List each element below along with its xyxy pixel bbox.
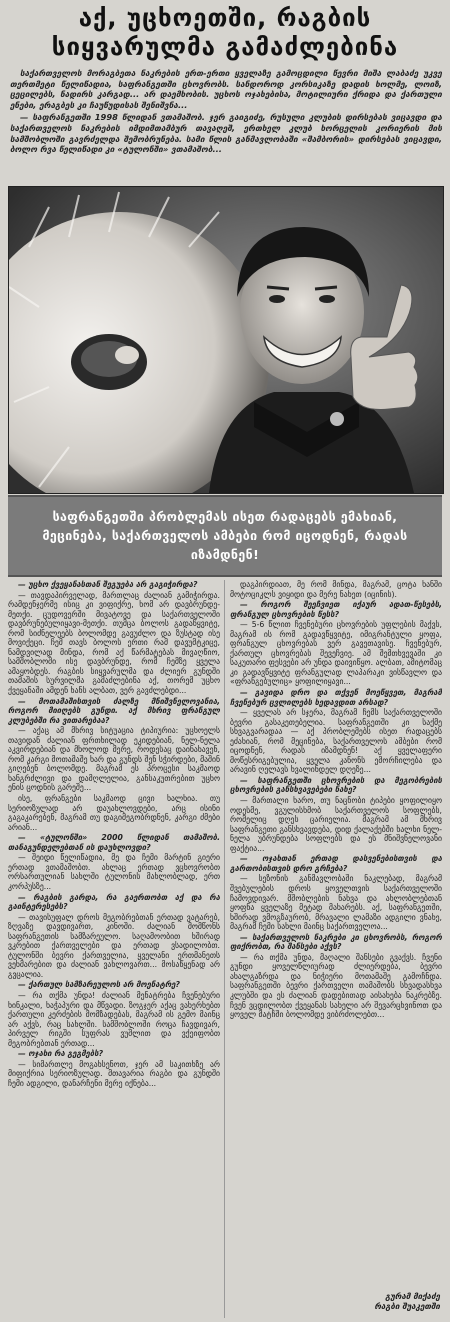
article-headline: აქ, უცხოეთში, რაგბის სიყვარულმა გამაძლებინა: [51, 4, 399, 61]
interview-answer: — რა თქმა უნდა, მაღალი შანსები გვაქვს. ჩვენი გუნდი ყოველწლიურად ძლიერდება, ბევრი ახალგაზრდა და ნიჭიერი მოთამაშე გამოჩნდა. საფრანგეთში ბევრი ქართველი თამაშობს სხვადასხვა კლუბში და ეს ძალიან დადებითად აისახება ნაკრებზე. ჩვენ ვცდილობთ ქვეყანას სახელი არ შევარცხვინოთ და ყოველ მატჩში ბოლომდე ვიბრძოლებთ...: [230, 952, 442, 1020]
interview-question: — მოთამაშისთვის ძალზე მნიშვნელოვანია, როგორ მიიღებს გუნდი. აქ მხრივ ფრანგულ კლუბებში რა ვითარებაა?: [8, 696, 220, 725]
article-photo: [8, 186, 444, 494]
article-lead: [10, 68, 442, 157]
interview-question: — საფრანგეთში ცხოვრების და მეგობრების ცხოვრების განსხვავებები ნახე?: [230, 775, 442, 795]
interview-answer: — 5-6 წლით ჩვენებური ცხოვრების უფლების მაქვს, მაგრამ ის რომ გადავწყვიტე, იმიგრანტული ყოფა, ფრანგულ ცხოვრებას ვერ გავეთავისე. ჩვენებურ, ქართულ ცხოვრებას შევეჩვიე. ამ შემთხვევაში კი საკუთარი ფესვები არ უნდა დაივიწყო. ალბათ, ამიტომაც კი გადავწყვიტე ფრანგულად ლაპარაკი ვისწავლო და «ფრანგებულიც» ყოფილიყავი...: [230, 620, 442, 687]
interview-answer: — მართალი ხარო, თუ ნაცნობი ტიპები ყოფილიყო ოდესმე, ვგულისხმობ საქართველოს სოფლებს, რომელიც დღეს ცარიელია. მაგრამ ამ მხრივ საფრანგეთი განსხვავდება, დიდ ქალაქებში ხალხი ნელ-ნელა უბრუნდება სოფლებს და ეს მნიშვნელოვანი ფაქტია...: [230, 796, 442, 853]
right-column: [230, 580, 442, 1320]
lead-paragraph: საქართველოს მორაგბეთა ნაკრების ერთ-ერთი ყველაზე გამოცდილი წევრი მიშა ლაბაძე უკვე თერთმეტი წელიწადია, საფრანგეთში ცხოვრობს. სანდოროდ კორსიკაზე დადის ხოლმე, ლოიზ, ცეცილებს, ნადირს კარგად... არ დაემხობის. უცხოს ოჯახებისა, მოტილიური ქრიდა და ქართული ენები, ერაგბეს კი ჩაუწუდისას შენიშვნა...: [10, 68, 442, 110]
interview-question: — რაგბის გარდა, რა გაერთობთ აქ და რა გაინტერესებს?: [8, 892, 220, 912]
interview-answer: — სეზონის განმავლობაში ნაკლებად, მაგრამ შვებულების დროს ყოველთვის საქართველოში ჩამოვდივარ. მშობლების ნახვა და ახლობლებთან ყოფნა ყველაზე მეტად მახარებს. აქ, საფრანგეთში, ხშირად ვმოგზაურობ, მრავალი ლამაზი ადგილი ვნახე, მაგრამ ჩემი სახლი მაინც საქართველოა...: [230, 874, 442, 932]
interview-answer: დაგპირდიათ, მე რომ მინდა, მაგრამ, ცოტა ხანში მოტოციკლს ვიყიდი და მერე ნახეთ (იცინის).: [230, 580, 442, 599]
pull-quote-text: საფრანგეთში პრობლემას ისეთ რადაცებს ემახიან, მეცინება, საქართველოს ამბები რომ იცოდნენ, რადას იზამდნენ!: [42, 509, 408, 562]
photo-illustration: [9, 187, 443, 493]
interview-answer: — თავისუფალ დროს მეგობრებთან ერთად ვატარებ, ზღვაზე დავდივართ, კინოში. ძალიან მომწონს საფრანგეთის სამზარეულო. საღამოობით ხშირად ვკრებით ქართველები და ერთად ვსადილობთ. ტულონში ბევრი ქართველია, ყველანი ერთმანეთს ვეხმარებით და ძალიან ვახლოვართ... მოსაწყენად არ გვცალია.: [8, 912, 220, 979]
lead-paragraph: — საფრანგეთში 1998 წლიდან ვთამაშობ. ჯერ გაიგიძე, რუსული კლუბის დირსებას ვიცავდი და საქართველოს ნაკრების იმდიმთამბურ თავაღეშ, ერთხელ კლუბ ხორცელის კორიერის მის სამშობლოში გავრძელდა შემობრუნება. სამი წლის განმავლობაში «შამბორის» დირსებას ვიცავდი, ბოლო რვა წელიწადი კი «ტულონში» ვთამაშობ...: [10, 112, 442, 155]
interview-answer: — თავდაპირველად, მართლაც ძალიან გამიჭირდა. რამდენჯერმე ისიც კი ვიფიქრე, ხომ არ დავბრუნდე-მეთქი. ცუდოვერში მივატოვე და საქართველოში დავბრუნებულიყავი-მეთქი. თუმცა ბოლოს გადაწყვიტე, რომ სიძნელეებს ბოლომდე გავუძლო და ზუსტად ისე მოვიქეცი. ჩემ თავს ბოლოს ერთი რამ დავუმტკიცე, ნამდვილად მინდა, რომ აქ წარმატებას მივაღწიო, სამშობლოში ისე დავბრუნდე, რომ ჩემზე ყველა ამაყობდეს. რაგბის სიყვარულმა და ძლიერ გუნდში თამაშის სურვილმა გამაძლებინა აქ, თორემ უცხო ქვეყანაში ამდენ ხანს ალბათ, ვერ გავძლებდი...: [8, 590, 220, 696]
interview-answer: — შეიდი წელიწადია, მე და ჩემი მარტინ გიერი ერთად ვთამაშობთ. ახლაც ერთად ვცხოვრობთ ორსართულიან სახლში ტულონის მახლობლად, ერთ კორპუსზე...: [8, 853, 220, 891]
article-byline: [320, 1292, 440, 1312]
interview-answer: — აქაც ამ მხრივ სიტუაცია ტიპიურია: უცხოელს თავიდან ძალიან ფრთხილად ეკიდებიან, ნელ-ნელა აკვირდებიან და მხოლოდ მერე, როდესაც დაინახავენ, რომ კარგი მოთამაშე ხარ და გუნდს შენ სჭირდები, მაშინ გიღებენ ბოლომდე. მაგრამ ეს პროცესი საკმაოდ ხანგრძლივი და დამღლელია, განსაკუთრებით უცხო ენის ცოდნის გარეშე...: [8, 726, 220, 793]
column-divider: [224, 580, 225, 1318]
pull-quote-banner: [8, 495, 442, 577]
interview-answer: — რა თქმა უნდა! ძალიან მენატრება ჩვენებური ხინკალი, ხაჭაპური და მწვადი. ზოგჯერ აქაც ვახერხებთ ქართული კერძების მომზადებას, მაგრამ ის გემო მაინც არ აქვს, რაც სახლში. სამშობლოში როცა ჩავდივარ, პირველ რიგში სუფრას ვუშლით და ვქეიფობთ მეგობრებთან ერთად...: [8, 990, 220, 1048]
interview-question: — ოჯახი რა გეგმებს?: [18, 1049, 104, 1059]
interview-question: — უცხო ქვეყანასთან შეგუება არ გაგიჭირდა?: [18, 580, 198, 589]
interview-answer: — ყველას არ სჯერა, მაგრამ ჩემს საქართველოში ბევრი გასაკეთებელია. საფრანგეთში კი საქმე სხვაგვარადაა — აქ პრობლემებს ისეთ რადაცებს ეძახიან, რომ მეცინება, საქართველოს ამბები რომ იცოდნენ, რადას იზამდნენ! აქ ყველაფერი მოწესრიგებულია, ყველა კანონს ემორჩილება და არავინ ღელავს ხვალინდელ დღეზე...: [230, 708, 442, 775]
interview-question: — საქართველოს ნაკრები კი ცხოვრობს, როგორ ფიქრობთ, რა შანსები აქვს?: [230, 932, 442, 952]
interview-question: — ოჯახთან ერთად დასვენებისთვის და გართობისთვის დრო გრჩება?: [230, 854, 442, 873]
interview-question: — ქართულ სამზარეულოს არ მოენატრე?: [18, 980, 180, 990]
byline-section: რაგბი შუაკეთში: [374, 1302, 440, 1311]
interview-question: — გავიდა დრო და თქვენ მოეწყვეთ, მაგრამ ჩვენებურ ცვლილებს ხედავდით არსად?: [230, 688, 442, 707]
byline-author: გურამ მიქაძე: [385, 1292, 440, 1301]
interview-question: — როგორ შეეჩვიეთ იქაურ ადათ-წესებს, ფრანგულ ცხოვრების წესს?: [230, 600, 442, 619]
interview-question: — «ტულონში» 2000 წლიდან თამაშობ. თანაგუნდელებთან ის დაუხლოვდი?: [8, 833, 220, 852]
interview-answer: ისე, ფრანგები საკმაოდ ცივი ხალხია. თუ სერიოზულად არ დაუახლოვდები, არც ისინი გაგაკარებენ, მაგრამ თუ დაგიმეგობრდნენ, კარგი ძმები არიან...: [8, 794, 220, 832]
left-column: [8, 580, 220, 1316]
interview-answer: — სიმართლე მოგახსენოთ, ჯერ ამ საკითხზე არ მიფიქრია სერიოზულად. მთავარია რაგბი და გუნდში ჩემი ადგილი, დანარჩენი მერე იქნება...: [8, 1059, 220, 1088]
